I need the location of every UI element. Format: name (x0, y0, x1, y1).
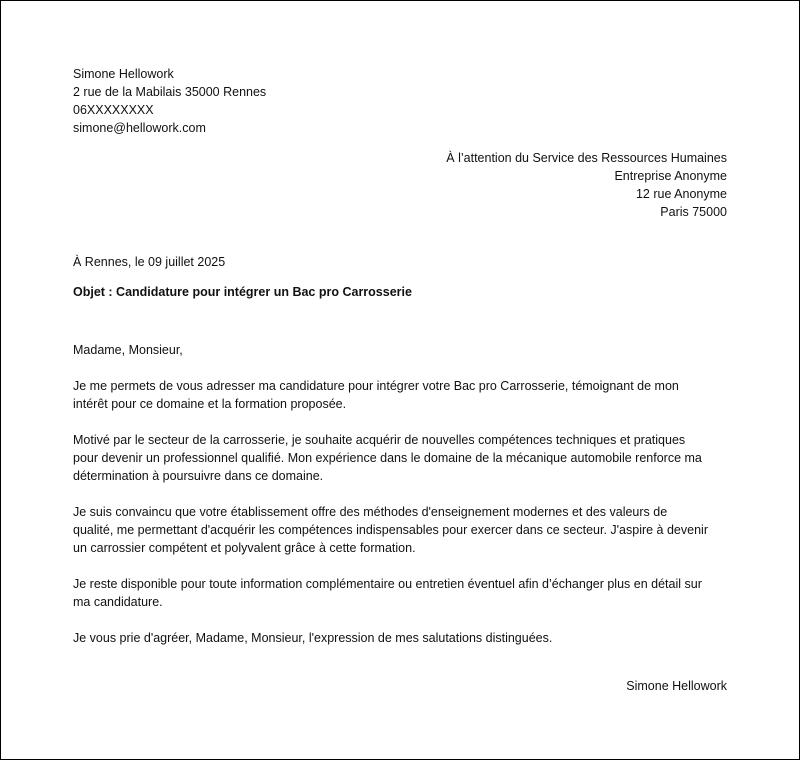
paragraph-3 (73, 503, 733, 557)
recipient-attention: À l’attention du Service des Ressources Humaines (446, 151, 727, 165)
recipient-street: 12 rue Anonyme (635, 187, 727, 201)
greeting-text: Madame, Monsieur, (73, 343, 183, 357)
paragraph-line: intérêt pour ce domaine et la formation proposée. (73, 397, 347, 411)
paragraph-line: un carrossier compétent et polyvalent grâce à cette formation. (73, 541, 416, 555)
sender-email: simone@hellowork.com (73, 121, 206, 135)
recipient-city: Paris 75000 (660, 205, 727, 219)
paragraph-line: qualité, me permettant d'acquérir les compétences indispensables pour exercer dans ce secteur. J'aspire à devenir (73, 523, 708, 537)
paragraph-line: Je suis convaincu que votre établissement offre des méthodes d'enseignement modernes et des valeurs de (73, 505, 668, 519)
greeting (73, 341, 733, 359)
recipient-block (446, 149, 727, 221)
paragraph-4 (73, 575, 733, 611)
paragraph-5 (73, 629, 733, 647)
paragraph-1 (73, 377, 733, 413)
recipient-company: Entreprise Anonyme (614, 169, 727, 183)
paragraph-line: Je vous prie d'agréer, Madame, Monsieur, l'expression de mes salutations distinguées. (73, 631, 553, 645)
paragraph-line: détermination à poursuivre dans ce domaine. (73, 469, 324, 483)
sender-name: Simone Hellowork (73, 67, 174, 81)
sender-block (73, 65, 266, 137)
paragraph-2 (73, 431, 733, 485)
paragraph-line: pour devenir un professionnel qualifié. Mon expérience dans le domaine de la mécanique automobile renforce ma (73, 451, 702, 465)
paragraph-line: Motivé par le secteur de la carrosserie, je souhaite acquérir de nouvelles compétences techniques et pratiques (73, 433, 686, 447)
paragraph-line: Je me permets de vous adresser ma candidature pour intégrer votre Bac pro Carrosserie, témoignant de mon (73, 379, 679, 393)
sender-address: 2 rue de la Mabilais 35000 Rennes (73, 85, 267, 99)
letter-body (73, 341, 733, 665)
paragraph-line: ma candidature. (73, 595, 163, 609)
sender-phone: 06XXXXXXXX (73, 103, 154, 117)
paragraph-line: Je reste disponible pour toute information complémentaire ou entretien éventuel afin d’échanger plus en détail sur (73, 577, 702, 591)
signature: Simone Hellowork (626, 679, 727, 693)
date-line: À Rennes, le 09 juillet 2025 (73, 255, 226, 269)
subject-line: Objet : Candidature pour intégrer un Bac pro Carrosserie (73, 285, 412, 299)
